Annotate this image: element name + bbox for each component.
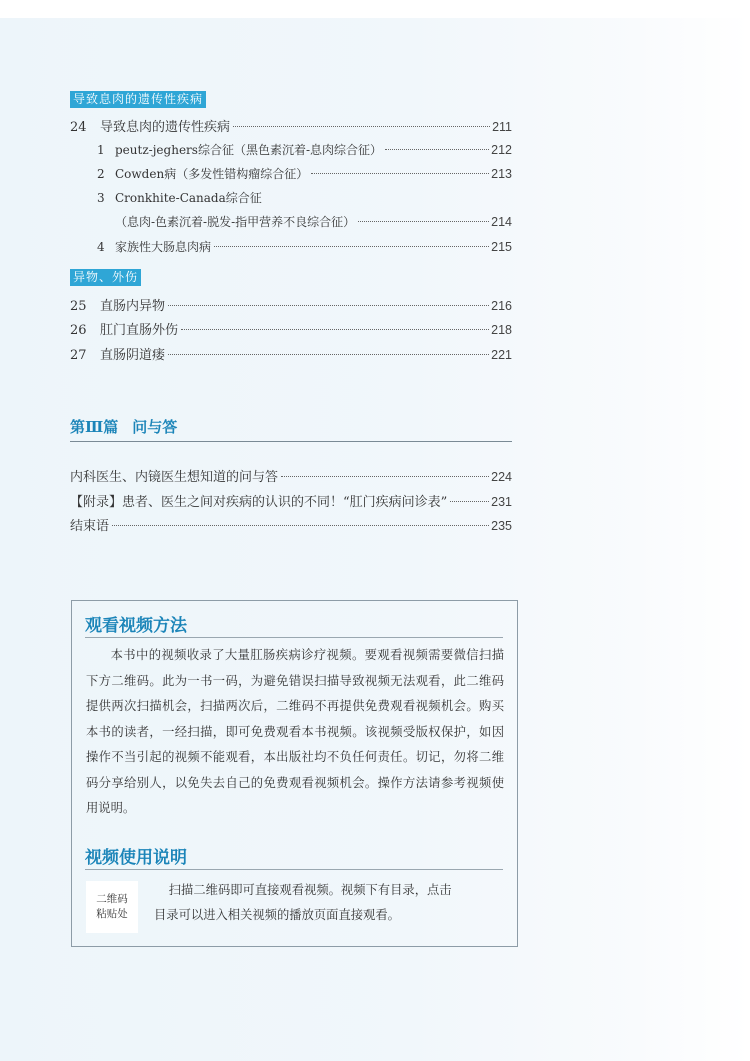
leader-dots [358,221,489,222]
toc-page: 224 [491,470,512,484]
usage-line-2: 目录可以进入相关视频的播放页面直接观看。 [154,908,400,922]
toc-page: 218 [491,323,512,337]
toc-row[interactable] [70,319,512,338]
leader-dots [181,329,489,330]
leader-dots [450,501,489,502]
toc-row[interactable] [115,213,512,230]
toc-row[interactable] [70,466,512,485]
part-label: 第Ⅲ篇 [70,418,119,436]
section-tag-hereditary: 导致息肉的遗传性疾病 [70,91,206,108]
qr-code-placeholder[interactable] [86,881,138,933]
toc-page: 214 [491,215,512,229]
leader-dots [168,354,489,355]
toc-title: 家族性大肠息肉病 [115,240,212,254]
toc-title: 【附录】患者、医生之间对疾病的认识的不同！“肛门疾病问诊表” [70,495,448,510]
toc-num: 24 [70,120,87,135]
toc-page: 215 [491,240,512,254]
toc-page: 213 [491,167,512,181]
qr-label-line1: 二维码 [96,893,128,905]
toc-title: 内科医生、内镜医生想知道的问与答 [70,470,279,485]
toc-row[interactable] [70,295,512,314]
video-instructions-box [71,600,518,947]
video-method-title: 观看视频方法 [85,616,187,636]
section-tag-foreign-body: 异物、外伤 [70,269,141,286]
toc-title: 结束语 [70,519,110,534]
title-divider [85,869,503,870]
leader-dots [168,305,489,306]
toc-title: （息肉-色素沉着-脱发-指甲营养不良综合征） [115,215,356,229]
toc-num: 27 [70,348,87,363]
toc-num: 1 [97,143,105,157]
toc-row[interactable] [97,238,512,255]
toc-num: 4 [97,240,105,254]
toc-title: 肛门直肠外伤 [100,323,179,338]
leader-dots [385,149,489,150]
toc-title: 直肠阴道瘘 [100,348,166,363]
toc-row[interactable] [70,515,512,534]
toc-title: 直肠内异物 [100,299,166,314]
video-method-paragraph: 本书中的视频收录了大量肛肠疾病诊疗视频。要观看视频需要微信扫描下方二维码。此为一书一码，为避免错误扫描导致视频无法观看，此二维码提供两次扫描机会，扫描两次后，二维码不再提供免费观看视频机会。购买本书的读者，一经扫描，即可免费观看本书视频。该视频受版权保护，如因操作不当引起的视频不能观看，本出版社均不负任何责任。切记，勿将二维码分享给别人，以免失去自己的免费观看视频机会。操作方法请参考视频使用说明。 [86,648,504,815]
qr-label-line2: 粘贴处 [96,908,128,920]
toc-page: 235 [491,519,512,533]
leader-dots [281,476,489,477]
toc-title: Cronkhite-Canada综合征 [115,191,262,205]
leader-dots [214,246,489,247]
toc-num: 3 [97,191,105,205]
toc-page: 216 [491,299,512,313]
toc-title: peutz-jeghers综合征（黑色素沉着-息肉综合征） [115,143,382,157]
toc-title: 导致息肉的遗传性疾病 [100,120,231,135]
toc-page: 221 [491,348,512,362]
usage-line-1: 扫描二维码即可直接观看视频。视频下有目录，点击 [168,883,452,897]
toc-row[interactable] [70,344,512,363]
toc-title: Cowden病（多发性错构瘤综合征） [115,167,309,181]
toc-num: 25 [70,299,87,314]
toc-row[interactable] [70,116,512,135]
video-usage-title: 视频使用说明 [85,848,187,868]
part-heading [70,416,512,442]
toc-num: 2 [97,167,105,181]
leader-dots [311,173,489,174]
toc-page: 231 [491,495,512,509]
toc-row[interactable] [70,491,512,510]
leader-dots [112,525,489,526]
toc-page: 212 [491,143,512,157]
title-divider [85,637,503,638]
toc-row[interactable] [97,141,512,158]
toc-page: 211 [492,120,512,134]
toc-num: 26 [70,323,87,338]
video-usage-paragraph [154,878,504,928]
leader-dots [233,126,490,127]
part-title: 问与答 [132,418,178,436]
toc-row[interactable] [97,165,512,182]
toc-row[interactable] [97,189,512,206]
